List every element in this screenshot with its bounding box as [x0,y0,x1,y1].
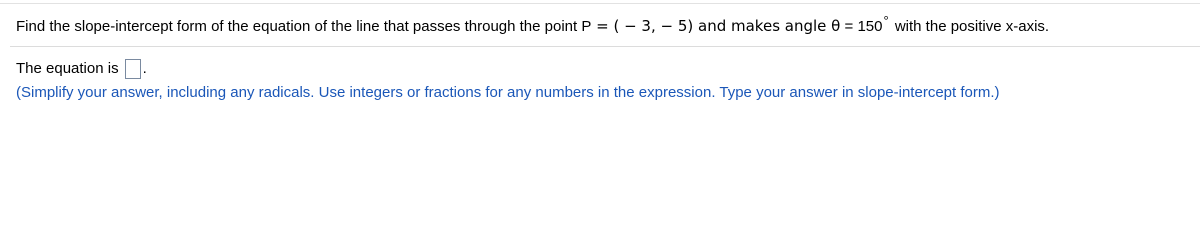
question-suffix: with the positive x-axis. [894,18,1050,35]
instructions-text: (Simplify your answer, including any radicals. Use integers or fractions for any numbers in the expression. Type your answer in slope-intercept form.) [16,84,1000,101]
question-text [16,13,1050,37]
question-point-values: = ( − 3, − 5) and makes angle [591,17,832,35]
answer-input-box[interactable] [125,59,141,79]
degree-mark: ° [883,13,889,28]
question-prefix: Find the slope-intercept form of the equation of the line that passes through the point P [16,18,592,35]
section-divider [10,46,1200,47]
answer-line [16,59,147,79]
top-divider [0,3,1200,4]
answer-period: . [142,60,147,77]
answer-label: The equation is [16,60,119,77]
theta-symbol: θ [831,17,841,35]
angle-value: = 150 [840,18,883,35]
